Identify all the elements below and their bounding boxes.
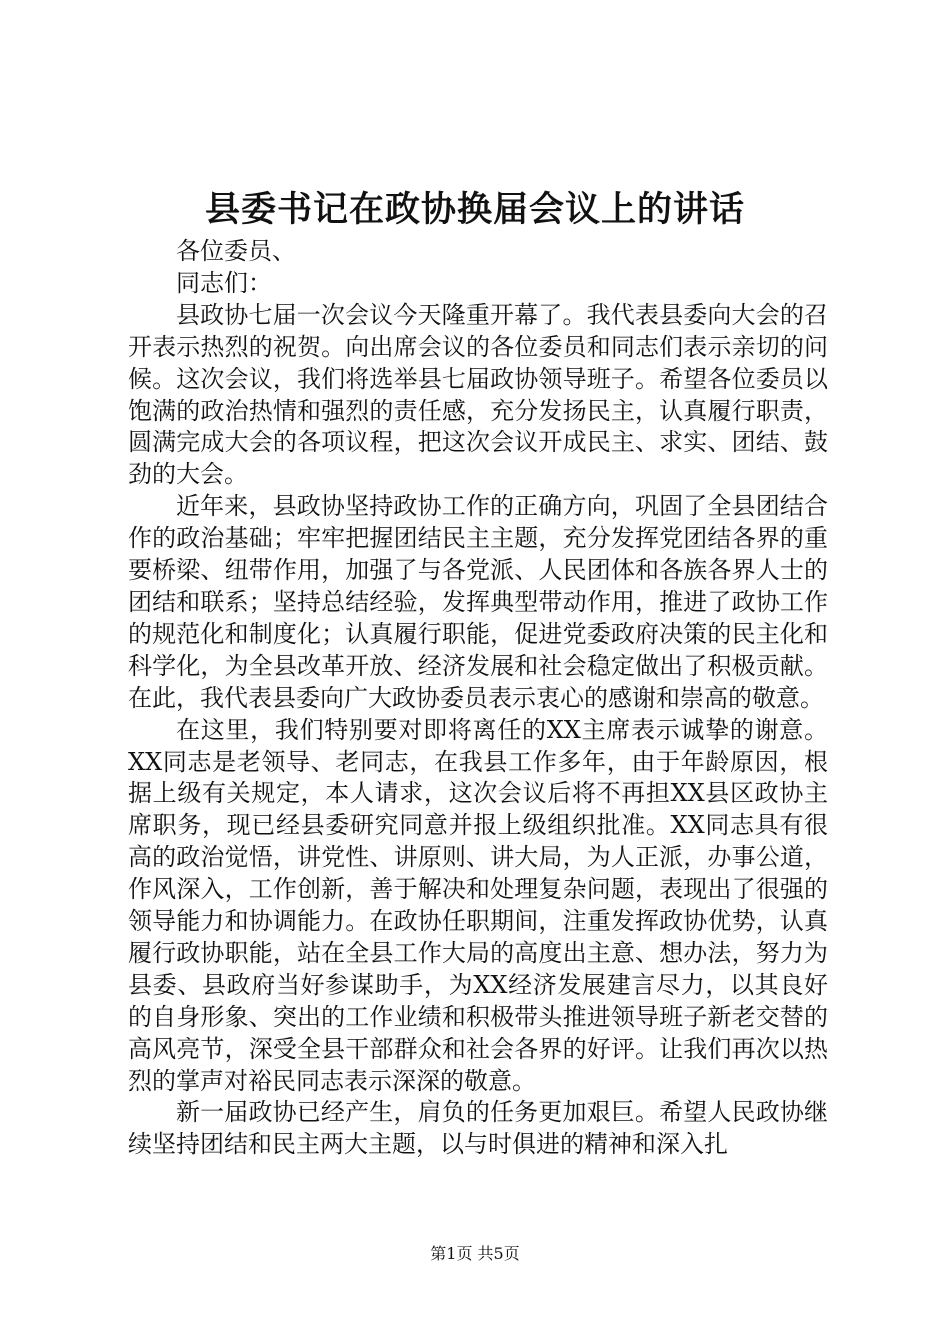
page-number-footer: 第1页 共5页 xyxy=(430,1244,520,1263)
salutation-line: 各位委员、 xyxy=(176,237,296,265)
salutation-line: 同志们： xyxy=(176,268,272,297)
body-paragraph: 县政协七届一次会议今天隆重开幕了。我代表县委向大会的召开表示热烈的祝贺。向出席会议的各位委员和同志们表示亲切的问候。这次会议，我们将选举县七届政协领导班子。希望各位委员以饱满的政治热情和强烈的责任感，充分发扬民主，认真履行职责，圆满完成大会的各项议程，把这次会议开成民主、求实、团结、鼓劲的大会。 xyxy=(128,300,828,489)
body-paragraph: 近年来，县政协坚持政协工作的正确方向，巩固了全县团结合作的政治基础；牢牢把握团结民主主题，充分发挥党团结各界的重要桥梁、纽带作用，加强了与各党派、人民团体和各族各界人士的团结和联系；坚持总结经验，发挥典型带动作用，推进了政协工作的规范化和制度化；认真履行职能，促进党委政府决策的民主化和科学化，为全县改革开放、经济发展和社会稳定做出了积极贡献。在此，我代表县委向广大政协委员表示衷心的感谢和崇高的敬意。 xyxy=(128,492,828,712)
body-paragraph: 新一届政协已经产生，肩负的任务更加艰巨。希望人民政协继续坚持团结和民主两大主题，以与时俱进的精神和深入扎 xyxy=(128,1098,828,1159)
body-paragraph: 在这里，我们特别要对即将离任的XX主席表示诚挚的谢意。XX同志是老领导、老同志，在我县工作多年，由于年龄原因，根据上级有关规定，本人请求，这次会议后将不再担XX县区政协主席职务，现已经县委研究同意并报上级组织批准。XX同志具有很高的政治觉悟，讲党性、讲原则、讲大局，为人正派，办事公道，作风深入，工作创新，善于解决和处理复杂问题，表现出了很强的领导能力和协调能力。在政协任职期间，注重发挥政协优势，认真履行政协职能，站在全县工作大局的高度出主意、想办法，努力为县委、县政府当好参谋助手，为XX经济发展建言尽力，以其良好的自身形象、突出的工作业绩和积极带头推进领导班子新老交替的高风亮节，深受全县干部群众和社会各界的好评。让我们再次以热烈的掌声对裕民同志表示深深的敬意。 xyxy=(128,715,828,1095)
document-title: 县委书记在政协换届会议上的讲话 xyxy=(204,189,745,230)
document-body xyxy=(128,236,828,1161)
